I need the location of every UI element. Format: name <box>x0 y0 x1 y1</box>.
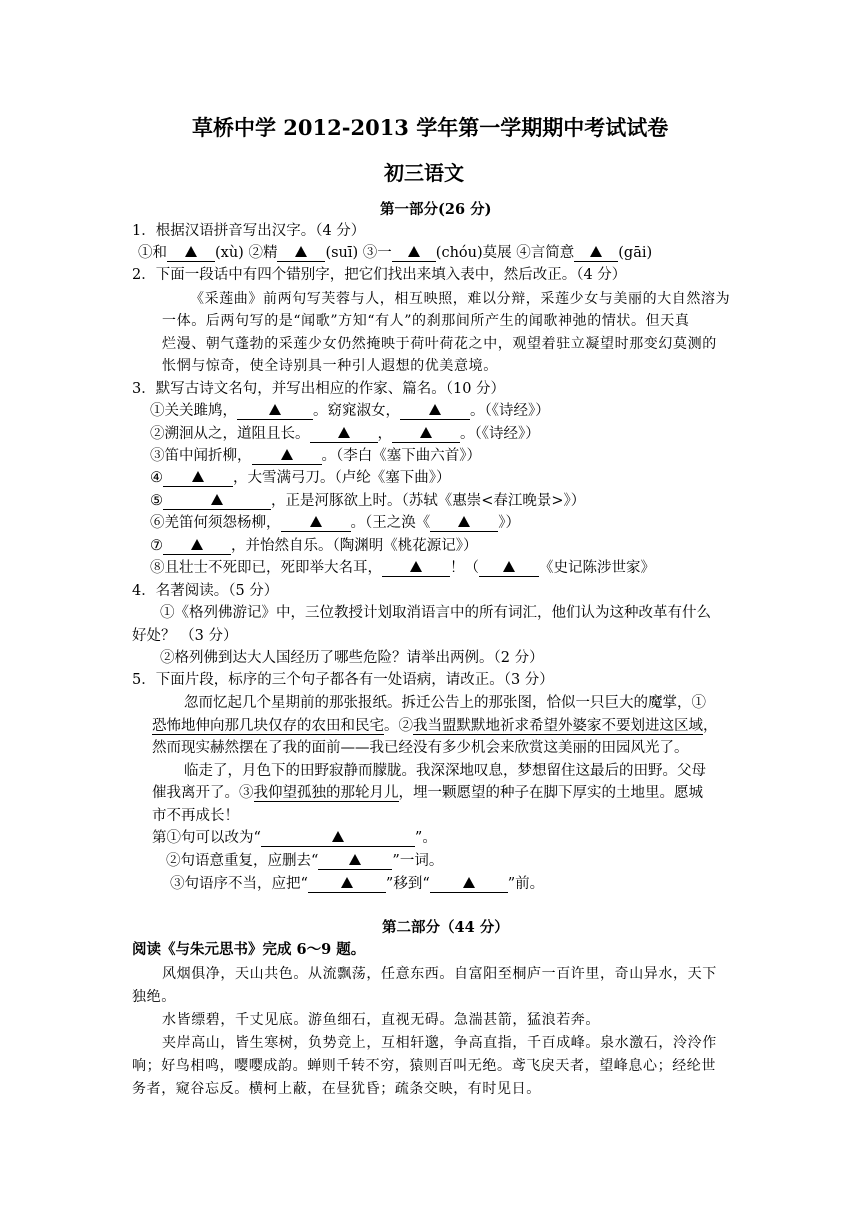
q3-line-5: ⑤ ，正是河豚欲上时。（苏轼《惠崇<春江晚景>》） <box>150 493 586 509</box>
q1-items: ①和 (xù) ②精 (suī) ③一 (chóu)莫展 ④言简意 (gāi) <box>138 245 653 261</box>
page-subtitle: 初三语文 <box>384 161 464 185</box>
q4-stem: 4．名著阅读。（5 分） <box>132 583 279 599</box>
answer-blank[interactable] <box>163 470 233 487</box>
reading-line: 夹岸高山，皆生寒树，负势竞上，互相轩邈，争高直指，千百成峰。泉水激石，泠泠作 <box>162 1035 717 1051</box>
q5-passage-line: 然而现实赫然摆在了我的面前——我已经没有多少机会来欣赏这美丽的田园风光了。 <box>152 740 689 756</box>
q3-stem: 3．默写古诗文名句，并写出相应的作家、篇名。（10 分） <box>132 381 506 397</box>
q2-passage-line: 怅惘与惊奇，使全诗别具一种引人遐想的优美意境。 <box>162 358 498 374</box>
part1-heading: 第一部分(26 分) <box>380 201 492 218</box>
q2-passage-line: 《采莲曲》前两句写芙蓉与人，相互映照，难以分辩，采莲少女与美丽的大自然溶为 <box>190 291 731 307</box>
q5-answer-3: ③句语序不当，应把“ ”移到“ ”前。 <box>170 876 545 892</box>
triangle-icon <box>420 427 432 438</box>
part2-heading: 第二部分（44 分） <box>382 919 509 936</box>
answer-blank[interactable] <box>163 493 271 510</box>
reading-line: 独绝。 <box>132 989 176 1005</box>
q5-passage-line: 临走了，月色下的田野寂静而朦胧。我深深地叹息，梦想留住这最后的田野。父母 <box>184 763 706 779</box>
answer-blank[interactable] <box>574 245 618 262</box>
q5-answer-1: 第①句可以改为“ ”。 <box>152 830 437 846</box>
answer-blank[interactable] <box>252 448 322 465</box>
answer-blank[interactable] <box>310 426 378 443</box>
triangle-icon <box>408 246 420 257</box>
underlined-sentence-2: 我当盟默默地祈求希望外婆家不要划进这区域 <box>413 718 703 734</box>
answer-blank[interactable] <box>392 245 436 262</box>
triangle-icon <box>458 516 470 527</box>
q2-passage-line: 烂漫、朝气蓬勃的采莲少女仍然掩映于荷叶荷花之中，观望着驻立凝望时那变幻莫测的 <box>162 336 717 352</box>
triangle-icon <box>185 246 197 257</box>
answer-blank[interactable] <box>281 515 351 532</box>
q3-line-1: ①关关雎鸠， 。窈窕淑女， 。（《诗经》） <box>150 403 550 419</box>
answer-blank[interactable] <box>382 560 450 577</box>
q3-line-7: ⑦ ，并怡然自乐。（陶渊明《桃花源记》） <box>150 538 478 554</box>
reading-line: 务者，窥谷忘反。横柯上蔽，在昼犹昏；疏条交映，有时见日。 <box>132 1081 541 1097</box>
triangle-icon <box>281 449 293 460</box>
answer-blank[interactable] <box>318 853 392 870</box>
q5-passage-line: 恐怖地伸向那几块仅存的农田和民宅。②我当盟默默地祈求希望外婆家不要划进这区域， <box>152 718 718 734</box>
answer-blank[interactable] <box>392 426 460 443</box>
triangle-icon <box>332 831 344 842</box>
triangle-icon <box>341 877 353 888</box>
underlined-sentence-1: 恐怖地伸向那几块仅存的农田和民宅 <box>152 718 384 734</box>
q3-line-3: ③笛中闻折柳， 。（李白《塞下曲六首》） <box>150 448 481 464</box>
q4-sub-1-cont: 好处？ （3 分） <box>132 628 238 644</box>
answer-blank[interactable] <box>277 245 325 262</box>
reading-line: 风烟俱净，天山共色。从流飘荡，任意东西。自富阳至桐庐一百许里，奇山异水，天下 <box>162 966 717 982</box>
q3-line-8: ⑧且壮士不死即已，死即举大名耳， ！（ 《史记陈涉世家》 <box>150 560 655 576</box>
answer-blank[interactable] <box>430 876 508 893</box>
triangle-icon <box>295 246 307 257</box>
underlined-sentence-3: 我仰望孤独的那轮月儿 <box>253 785 399 801</box>
q4-sub-2: ②格列佛到达大人国经历了哪些危险？请举出两例。（2 分） <box>160 650 544 666</box>
answer-blank[interactable] <box>167 245 215 262</box>
triangle-icon <box>310 516 322 527</box>
triangle-icon <box>349 854 361 865</box>
triangle-icon <box>191 539 203 550</box>
q3-line-4: ④ ，大雪满弓刀。（卢纶《塞下曲》） <box>150 470 451 486</box>
reading-line: 水皆缥碧，千丈见底。游鱼细石，直视无碍。急湍甚箭，猛浪若奔。 <box>162 1012 600 1028</box>
triangle-icon <box>429 404 441 415</box>
triangle-icon <box>192 471 204 482</box>
triangle-icon <box>338 427 350 438</box>
triangle-icon <box>503 561 515 572</box>
q5-passage-line: 忽而忆起几个星期前的那张报纸。拆迁公告上的那张图，恰似一只巨大的魔掌，① <box>184 695 706 711</box>
q4-sub-1: ①《格列佛游记》中，三位教授计划取消语言中的所有词汇，他们认为这种改革有什么 <box>160 605 711 621</box>
triangle-icon <box>211 494 223 505</box>
q3-line-2: ②溯洄从之，道阻且长。 ， 。（《诗经》） <box>150 426 540 442</box>
q5-answer-2: ②句语意重复，应删去“ ”一词。 <box>166 853 444 869</box>
triangle-icon <box>410 561 422 572</box>
answer-blank[interactable] <box>308 876 386 893</box>
q2-stem: 2．下面一段话中有四个错别字，把它们找出来填入表中，然后改正。（4 分） <box>132 267 627 283</box>
answer-blank[interactable] <box>261 830 415 847</box>
page-title: 草桥中学 2012-2013 学年第一学期期中考试试卷 <box>192 115 669 140</box>
q3-line-6: ⑥羌笛何须怨杨柳， 。（王之涣《 》） <box>150 515 520 531</box>
answer-blank[interactable] <box>237 403 313 420</box>
answer-blank[interactable] <box>400 403 470 420</box>
q5-passage-line: 催我离开了。③我仰望孤独的那轮月儿，埋一颗愿望的种子在脚下厚实的土地里。愿城 <box>152 785 703 801</box>
answer-blank[interactable] <box>479 560 539 577</box>
reading-line: 响；好鸟相鸣，嘤嘤成韵。蝉则千转不穷，猿则百叫无绝。鸢飞戾天者，望峰息心；经纶世 <box>132 1058 716 1074</box>
q5-stem: 5．下面片段，标序的三个句子都各有一处语病，请改正。（3 分） <box>132 672 554 688</box>
q2-passage-line: 一体。后两句写的是“闻歌”方知“有人”的刹那间所产生的闻歌神弛的情状。但天真 <box>162 313 690 329</box>
q5-passage-line: 市不再成长！ <box>152 808 239 824</box>
triangle-icon <box>269 404 281 415</box>
answer-blank[interactable] <box>430 515 498 532</box>
reading-title: 阅读《与朱元思书》完成 6～9 题。 <box>132 941 366 958</box>
triangle-icon <box>463 877 475 888</box>
q1-stem: 1．根据汉语拼音写出汉字。（4 分） <box>132 223 366 239</box>
answer-blank[interactable] <box>163 538 231 555</box>
triangle-icon <box>590 246 602 257</box>
